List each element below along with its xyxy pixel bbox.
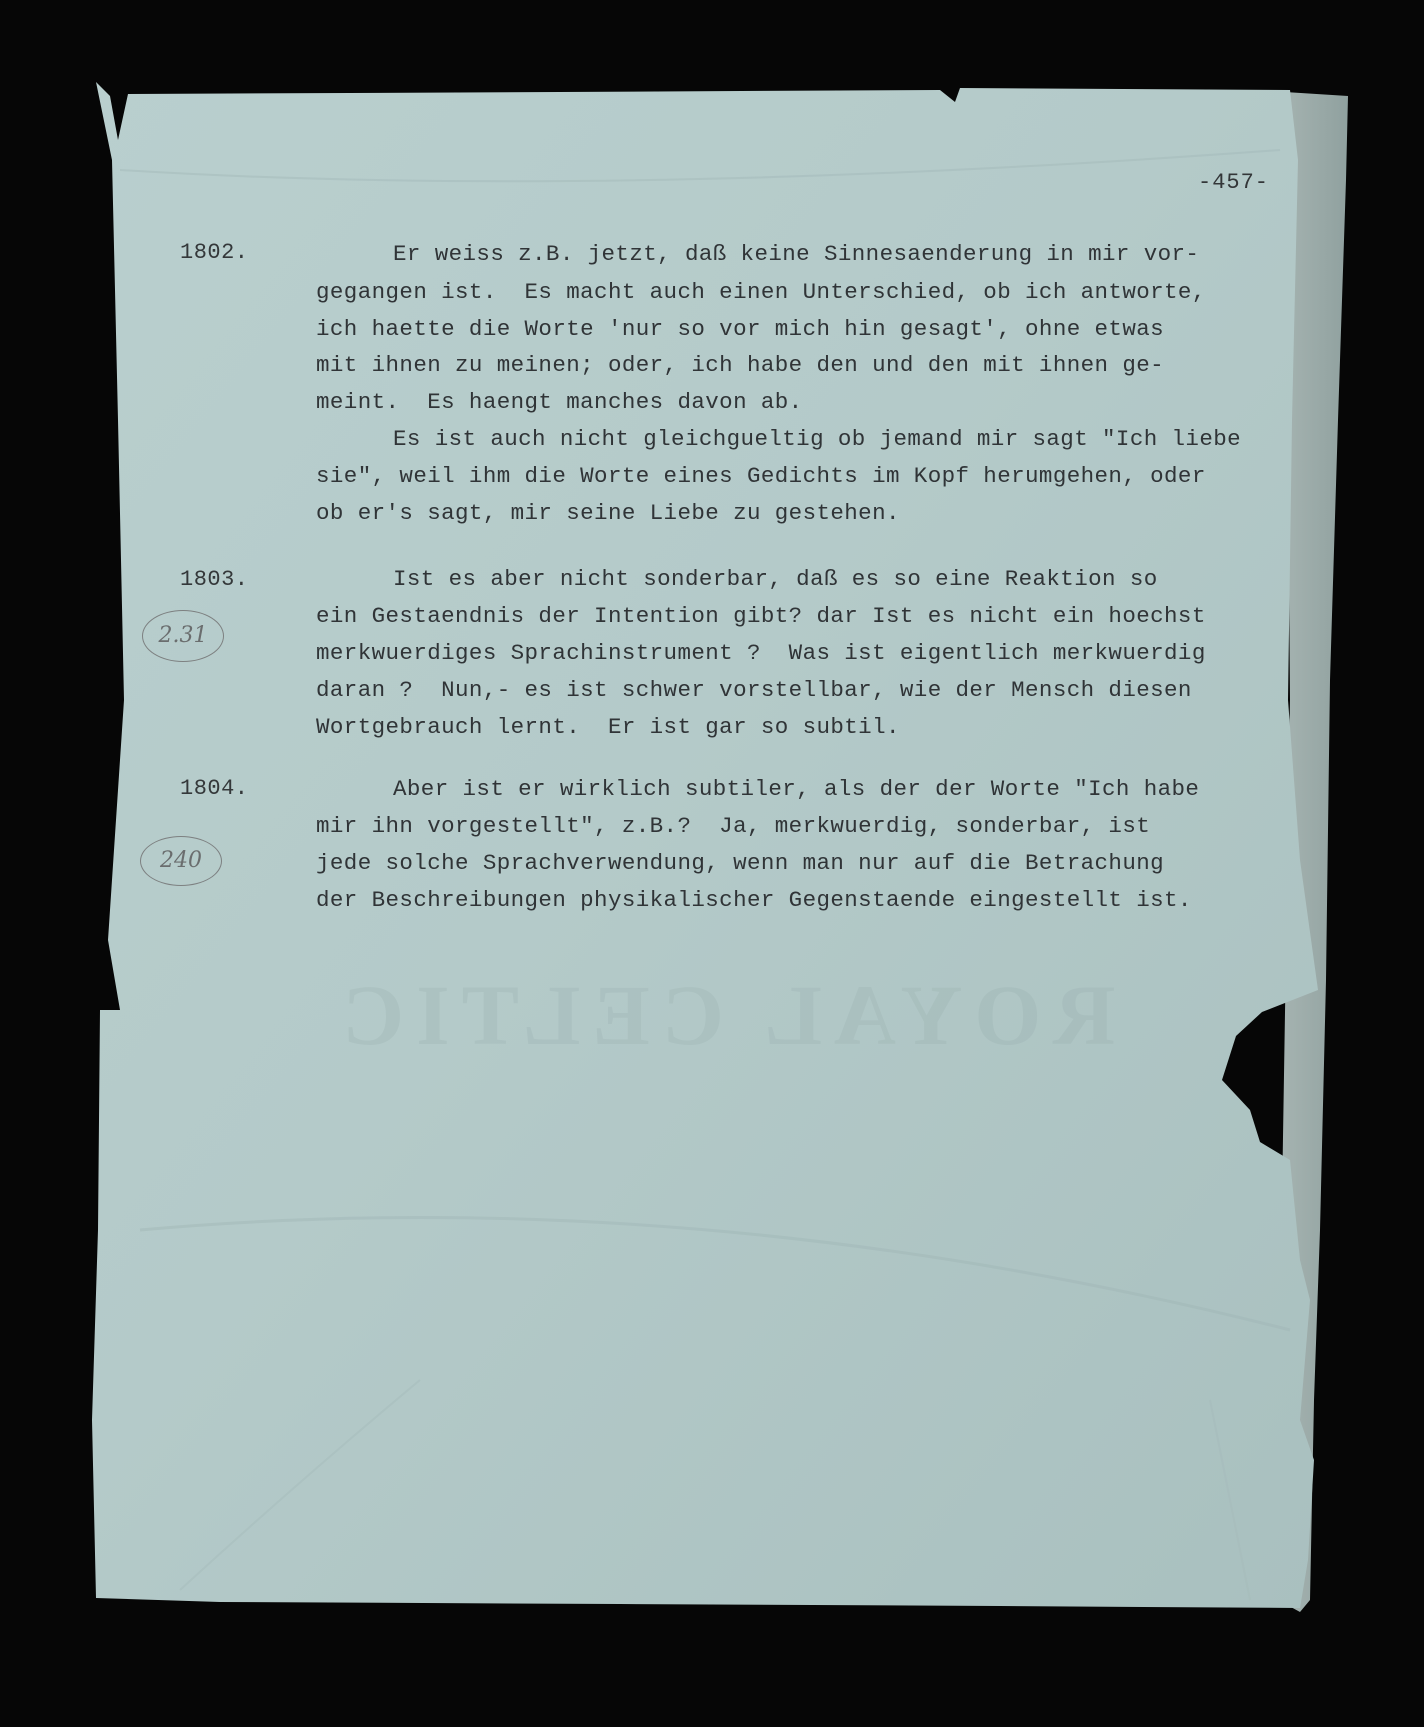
remark-number: 1802. <box>180 240 249 265</box>
text-line: Er weiss z.B. jetzt, daß keine Sinnesaenderung in mir vor- <box>393 241 1200 267</box>
bleed-through-watermark: ROYAL CELTIC <box>330 967 1116 1063</box>
margin-note: 2.31 <box>142 610 224 662</box>
text-line: merkwuerdiges Sprachinstrument ? Was ist eigentlich merkwuerdig <box>316 640 1206 666</box>
text-line: Es ist auch nicht gleichgueltig ob jemand mir sagt "Ich liebe <box>393 426 1242 452</box>
text-line: sie", weil ihm die Worte eines Gedichts im Kopf herumgehen, oder <box>316 463 1206 489</box>
text-line: Wortgebrauch lernt. Er ist gar so subtil. <box>316 714 900 740</box>
text-line: Aber ist er wirklich subtiler, als der der Worte "Ich habe <box>393 776 1200 802</box>
text-line: gegangen ist. Es macht auch einen Unterschied, ob ich antworte, <box>316 279 1206 305</box>
text-line: jede solche Sprachverwendung, wenn man nur auf die Betrachung <box>316 850 1165 876</box>
text-line: ich haette die Worte 'nur so vor mich hin gesagt', ohne etwas <box>316 316 1165 342</box>
text-line: mir ihn vorgestellt", z.B.? Ja, merkwuerdig, sonderbar, ist <box>316 813 1151 839</box>
remark-number: 1804. <box>180 776 249 801</box>
text-line: Ist es aber nicht sonderbar, daß es so eine Reaktion so <box>393 566 1158 592</box>
text-line: der Beschreibungen physikalischer Gegenstaende eingestellt ist. <box>316 887 1192 913</box>
text-line: daran ? Nun,- es ist schwer vorstellbar, wie der Mensch diesen <box>316 677 1192 703</box>
margin-note: 240 <box>140 836 222 886</box>
text-line: ob er's sagt, mir seine Liebe zu gestehen. <box>316 500 900 526</box>
text-line: ein Gestaendnis der Intention gibt? dar Ist es nicht ein hoechst <box>316 603 1206 629</box>
text-line: meint. Es haengt manches davon ab. <box>316 389 803 415</box>
text-line: mit ihnen zu meinen; oder, ich habe den und den mit ihnen ge- <box>316 352 1165 378</box>
remark-number: 1803. <box>180 567 249 592</box>
page-number: -457- <box>1198 170 1270 195</box>
paper-sheet <box>92 82 1318 1608</box>
